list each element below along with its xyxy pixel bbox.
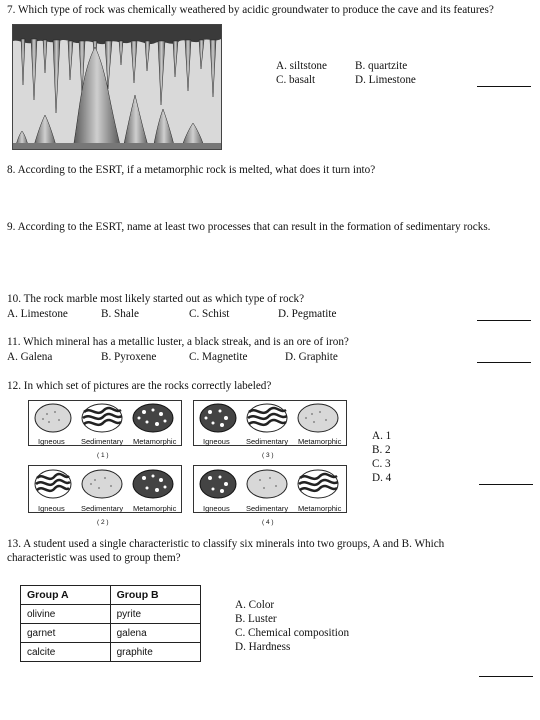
table-header-row bbox=[21, 586, 201, 605]
set1-label-1: Igneous bbox=[38, 437, 65, 446]
q10-option-c[interactable]: C. Schist bbox=[189, 308, 230, 320]
rock-set-2 bbox=[28, 465, 182, 513]
set2-label-3: Metamorphic bbox=[133, 504, 177, 513]
q10-answer-blank[interactable] bbox=[477, 320, 531, 321]
picture-number-4: ( 4 ) bbox=[262, 519, 274, 526]
picture-number-3: ( 3 ) bbox=[262, 452, 274, 459]
table-header-group-a: Group A bbox=[21, 586, 111, 605]
q7-question: 7. Which type of rock was chemically weathered by acidic groundwater to produce the cave and its features? bbox=[7, 4, 494, 16]
cave-drawing bbox=[13, 25, 221, 149]
table-cell: olivine bbox=[21, 605, 111, 624]
set2-label-1: Igneous bbox=[38, 504, 65, 513]
q13-option-b[interactable]: B. Luster bbox=[235, 613, 277, 625]
table-row bbox=[21, 605, 201, 624]
table-cell: garnet bbox=[21, 624, 111, 643]
q11-question: 11. Which mineral has a metallic luster, a black streak, and is an ore of iron? bbox=[7, 336, 349, 348]
set1-label-2: Sedimentary bbox=[81, 437, 124, 446]
table-cell: calcite bbox=[21, 643, 111, 662]
q12-question: 12. In which set of pictures are the rocks correctly labeled? bbox=[7, 380, 272, 392]
q12-answer-blank[interactable] bbox=[479, 484, 533, 485]
rock-set-4 bbox=[193, 465, 347, 513]
q10-option-d[interactable]: D. Pegmatite bbox=[278, 308, 337, 320]
rock-set-4-drawing bbox=[194, 468, 346, 500]
q9-question: 9. According to the ESRT, name at least two processes that can result in the formation of sedimentary rocks. bbox=[7, 221, 491, 233]
q13-question-line1: 13. A student used a single characteristic to classify six minerals into two groups, A and B. Which bbox=[7, 538, 445, 550]
q11-option-a[interactable]: A. Galena bbox=[7, 351, 53, 363]
set2-label-2: Sedimentary bbox=[81, 504, 124, 513]
q13-option-c[interactable]: C. Chemical composition bbox=[235, 627, 350, 639]
q10-question: 10. The rock marble most likely started out as which type of rock? bbox=[7, 293, 305, 305]
q11-option-c[interactable]: C. Magnetite bbox=[189, 351, 248, 363]
table-cell: pyrite bbox=[110, 605, 200, 624]
q7-option-a[interactable]: A. siltstone bbox=[276, 60, 327, 72]
q12-option-d[interactable]: D. 4 bbox=[372, 472, 392, 484]
table-cell: graphite bbox=[110, 643, 200, 662]
cave-illustration bbox=[12, 24, 222, 150]
q11-option-d[interactable]: D. Graphite bbox=[285, 351, 338, 363]
q12-option-a[interactable]: A. 1 bbox=[372, 430, 392, 442]
table-row bbox=[21, 643, 201, 662]
q7-option-b[interactable]: B. quartzite bbox=[355, 60, 408, 72]
rock-set-1 bbox=[28, 400, 182, 446]
mineral-group-table bbox=[20, 585, 201, 662]
q13-option-a[interactable]: A. Color bbox=[235, 599, 275, 611]
set3-label-3: Metamorphic bbox=[298, 437, 342, 446]
set1-label-3: Metamorphic bbox=[133, 437, 177, 446]
q7-option-c[interactable]: C. basalt bbox=[276, 74, 316, 86]
rock-set-3 bbox=[193, 400, 347, 446]
set3-label-2: Sedimentary bbox=[246, 437, 289, 446]
q7-option-d[interactable]: D. Limestone bbox=[355, 74, 416, 86]
q11-answer-blank[interactable] bbox=[477, 362, 531, 363]
q12-option-c[interactable]: C. 3 bbox=[372, 458, 391, 470]
q13-option-d[interactable]: D. Hardness bbox=[235, 641, 291, 653]
picture-number-1: ( 1 ) bbox=[97, 452, 109, 459]
table-header-group-b: Group B bbox=[110, 586, 200, 605]
set4-label-1: Igneous bbox=[203, 504, 230, 513]
set3-label-1: Igneous bbox=[203, 437, 230, 446]
picture-number-2: ( 2 ) bbox=[97, 519, 109, 526]
rock-set-3-drawing bbox=[194, 402, 346, 434]
q10-option-a[interactable]: A. Limestone bbox=[7, 308, 68, 320]
rock-set-1-drawing bbox=[29, 402, 181, 434]
q7-answer-blank[interactable] bbox=[477, 86, 531, 87]
q10-option-b[interactable]: B. Shale bbox=[101, 308, 139, 320]
set4-label-2: Sedimentary bbox=[246, 504, 289, 513]
q8-question: 8. According to the ESRT, if a metamorphic rock is melted, what does it turn into? bbox=[7, 164, 376, 176]
q13-question-line2: characteristic was used to group them? bbox=[7, 552, 181, 564]
q12-option-b[interactable]: B. 2 bbox=[372, 444, 391, 456]
set4-label-3: Metamorphic bbox=[298, 504, 342, 513]
q13-answer-blank[interactable] bbox=[479, 676, 533, 677]
rock-set-2-drawing bbox=[29, 468, 181, 500]
table-cell: galena bbox=[110, 624, 200, 643]
q11-option-b[interactable]: B. Pyroxene bbox=[101, 351, 157, 363]
table-row bbox=[21, 624, 201, 643]
